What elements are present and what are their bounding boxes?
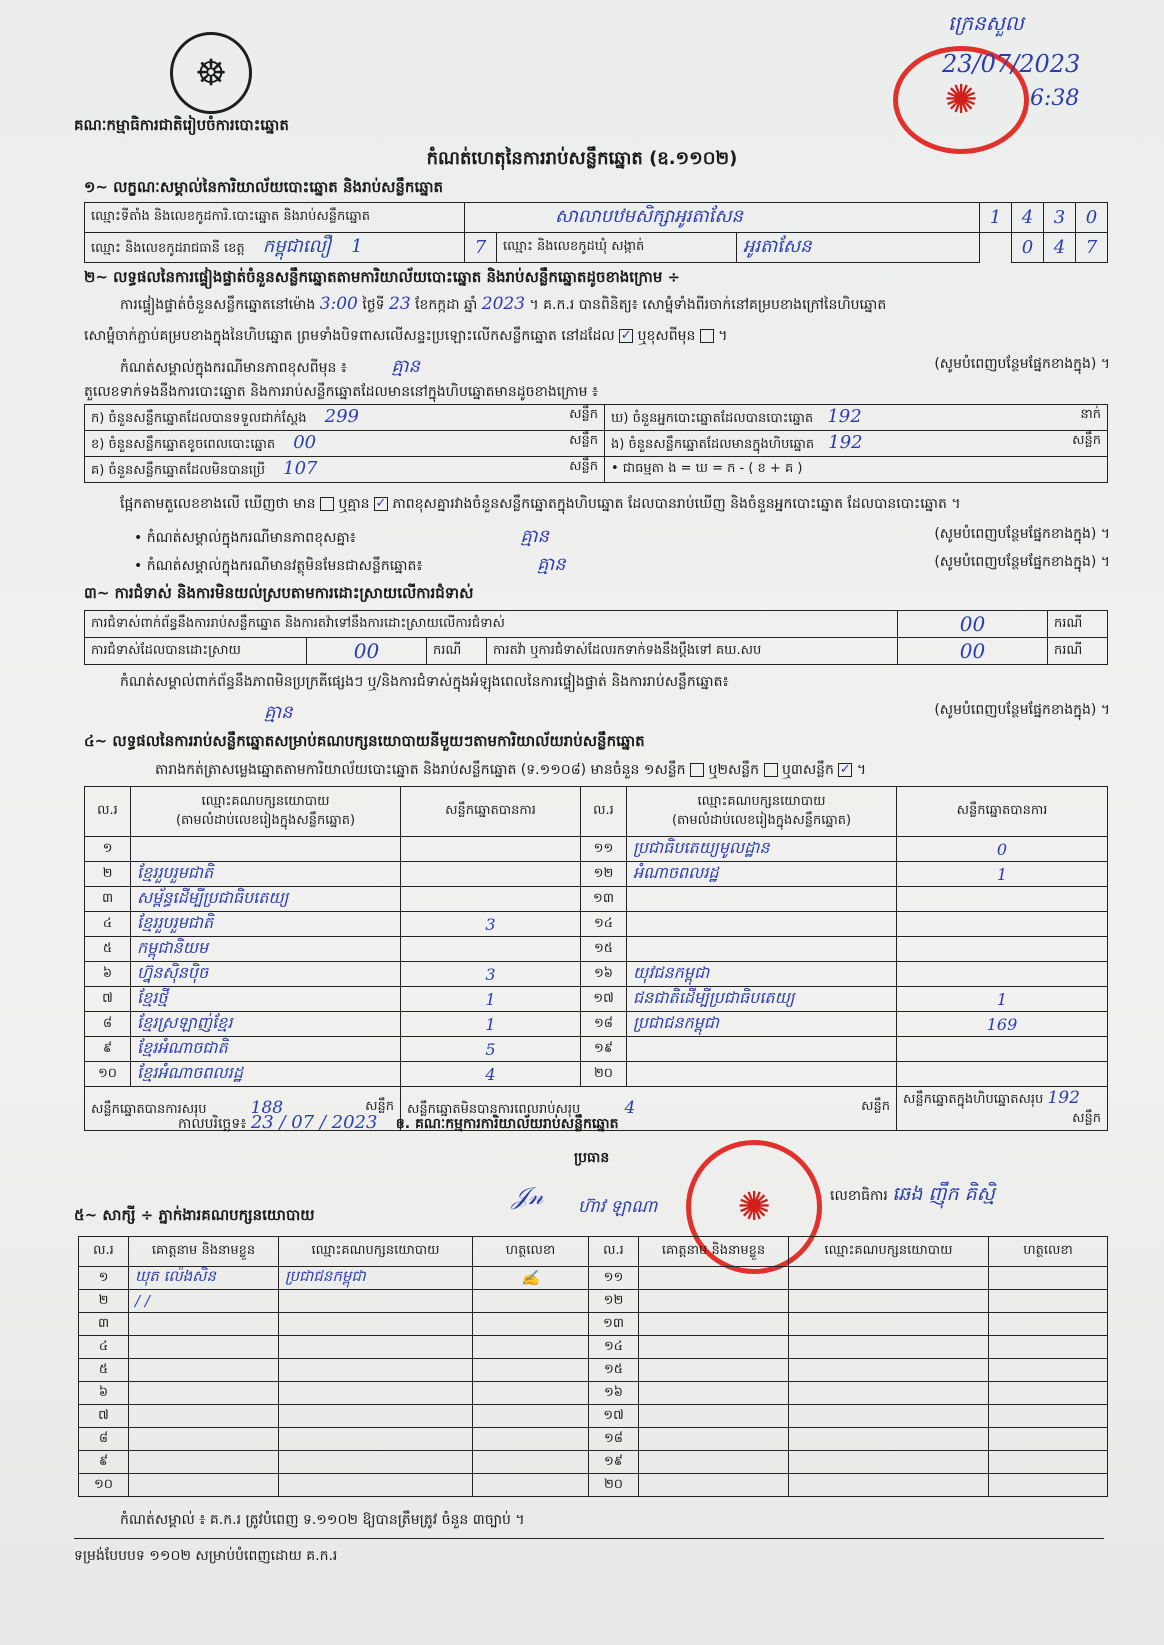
province-label: ឈ្មោះ និងលេខកូដរាជធានី ខេត្ត កម្ពុជាលឿ 1 — [85, 233, 465, 263]
ballot-received-row: ក) ចំនួនសន្លឹកឆ្នោតដែលបានទទួលជាក់ស្តែង 299 សន្លឹក — [85, 405, 605, 431]
ballot-box-total: សន្លឹកឆ្នោតក្នុងហិបឆ្នោតសរុប 192 សន្លឹក — [897, 1087, 1108, 1131]
witness-party — [789, 1428, 989, 1451]
table-row — [85, 1037, 1108, 1062]
witness-signature — [989, 1451, 1108, 1474]
witness-name — [129, 1428, 279, 1451]
witness-party — [279, 1405, 473, 1428]
witness-name — [639, 1474, 789, 1497]
province-code-digit: 7 — [465, 233, 497, 263]
witness-party — [789, 1405, 989, 1428]
party-votes: 0 — [897, 837, 1108, 862]
signing-date: កាលបរិច្ឆេទ៖ 23 / 07 / 2023 ឲ. គណៈកម្មការការិយាល័យរាប់សន្លឹកឆ្នោត — [178, 1112, 619, 1133]
row-number: ៤ — [79, 1336, 129, 1359]
party-votes — [897, 1062, 1108, 1087]
witness-party — [279, 1451, 473, 1474]
objections-label: ការជំទាស់ពាក់ព័ន្ធនឹងការរាប់សន្លឹកឆ្នោត និងការតវ៉ាទៅនឹងការដោះស្រាយលើការជំទាស់ — [85, 611, 898, 638]
tally-sheet-count: តារាងកត់ត្រាសម្លេងឆ្នោតតាមការិយាល័យបោះឆ្នោត និងរាប់សន្លឹកឆ្នោត (ទ.១១០៨) មានចំនួន ១សន្លឹក ឬ២សន្លឹក ឬ៣សន្លឹក ✓ ។ — [155, 762, 867, 778]
row-number: ១៨ — [581, 1012, 627, 1037]
complaints-count: 00 — [898, 638, 1048, 665]
commune-name: អូរតាសែន — [737, 233, 980, 263]
table-row — [79, 1451, 1108, 1474]
witness-signature — [473, 1474, 589, 1497]
party-votes: 169 — [897, 1012, 1108, 1037]
invalid-ballots-total: សន្លឹកឆ្នោតមិនបានការពេលរាប់សរុប 4 សន្លឹក — [401, 1087, 897, 1131]
witness-party — [789, 1382, 989, 1405]
chair-label: ប្រធាន — [574, 1150, 610, 1166]
witness-party — [279, 1336, 473, 1359]
table-row — [79, 1313, 1108, 1336]
party-name: ប្រជាធិបតេយ្យមូលដ្ឋាន — [627, 837, 897, 862]
row-number: ៦ — [85, 962, 131, 987]
witness-party — [789, 1290, 989, 1313]
witness-name — [639, 1313, 789, 1336]
voters-voted-row: ឃ) ចំនួនអ្នកបោះឆ្នោតដែលបានបោះឆ្នោត 192 នាក់ — [605, 405, 1108, 431]
row-number: ១១ — [589, 1267, 639, 1290]
party-votes: 3 — [401, 912, 581, 937]
station-code-digit: 4 — [1012, 203, 1044, 233]
witness-signature — [989, 1313, 1108, 1336]
no-difference-checkbox[interactable]: ✓ — [375, 496, 387, 511]
witness-party — [789, 1313, 989, 1336]
irregularity-note: គ្មាន (សូមបំពេញបន្ថែមផ្នែកខាងក្នុង) ។ — [264, 702, 1110, 723]
one-sheet-checkbox[interactable] — [690, 763, 704, 777]
party-votes: 4 — [401, 1062, 581, 1087]
objections-table: ការជំទាស់ពាក់ព័ន្ធនឹងការរាប់សន្លឹកឆ្នោត និងការតវ៉ាទៅនឹងការដោះស្រាយលើការជំទាស់ 00 ករណី ការជំទាស់ដែលបានដោះស្រាយ 00 ករណី ការតវ៉ា ឬការជំទាស់ដែលរកទាក់ទងនឹងប្តឹងទៅ គឃ.សប 00 ករណី — [84, 610, 1108, 665]
witness-name: / / — [129, 1290, 279, 1313]
commune-code-digit: 0 — [1012, 233, 1044, 263]
party-name — [131, 837, 401, 862]
row-number: ១៣ — [589, 1313, 639, 1336]
witness-name — [129, 1405, 279, 1428]
party-votes — [897, 887, 1108, 912]
party-name: ខ្មែរអំណាចពលរដ្ឋ — [131, 1062, 401, 1087]
party-name — [627, 912, 897, 937]
polling-station-label: ឈ្មោះទីតាំង និងលេខកូដការិ.បោះឆ្នោត និងរាប់សន្លឹកឆ្នោត — [85, 203, 465, 233]
witness-name — [639, 1290, 789, 1313]
chair-signature-icon: 𝒥𝓃 — [512, 1182, 544, 1210]
valid-ballots-total: សន្លឹកឆ្នោតបានការសរុប 188 សន្លឹក — [85, 1087, 401, 1131]
witness-party: ប្រជាជនកម្ពុជា — [279, 1267, 473, 1290]
resolved-count: 00 — [307, 638, 427, 665]
row-number: ៨ — [79, 1428, 129, 1451]
witness-name — [639, 1336, 789, 1359]
row-number: ១៩ — [581, 1037, 627, 1062]
section2-heading: ២~ លទ្ធផលនៃការផ្ទៀងផ្ទាត់ចំនួនសន្លឹកឆ្នោតតាមការិយាល័យបោះឆ្នោត និងរាប់សន្លឹកឆ្នោតដូចខាងក្រោម ÷ — [84, 268, 681, 286]
party-votes: 1 — [897, 987, 1108, 1012]
party-votes: 1 — [897, 862, 1108, 887]
party-votes — [897, 962, 1108, 987]
witness-signature — [473, 1336, 589, 1359]
party-name: ខ្មែររួបរួមជាតិ — [131, 862, 401, 887]
party-votes — [897, 937, 1108, 962]
secretary: លេខាធិការ ឆេង ញ៉ឹក គិស្មិ — [830, 1183, 995, 1205]
resolved-label: ការជំទាស់ដែលបានដោះស្រាយ — [85, 638, 307, 665]
party-votes — [401, 837, 581, 862]
official-stamp-icon: ✺ — [893, 46, 1029, 154]
verification-paragraph: ការផ្ទៀងផ្ទាត់ចំនួនសន្លឹកឆ្នោតនៅម៉ោង 3:00 ថ្ងៃទី 23 ខែកក្កដា ឆ្នាំ 2023 ។ គ.ក.រ បានពិនិត្យ៖ សោម្ល៉ុំទាំងពីរចាក់នៅគម្របខាងក្រៅនៃហិបឆ្នោត — [120, 294, 887, 314]
party-name — [627, 1037, 897, 1062]
row-number: ៩ — [79, 1451, 129, 1474]
witness-party — [279, 1290, 473, 1313]
row-number: ១០ — [85, 1062, 131, 1087]
table-row — [85, 887, 1108, 912]
row-number: ១០ — [79, 1474, 129, 1497]
table-row — [79, 1382, 1108, 1405]
table-row — [85, 1062, 1108, 1087]
organization-name: គណៈកម្មាធិការជាតិរៀបចំការបោះឆ្នោត — [74, 116, 289, 134]
row-number: ៥ — [85, 937, 131, 962]
witness-party — [789, 1267, 989, 1290]
closing-note: កំណត់សម្គាល់ ៖ គ.ក.រ ត្រូវបំពេញ ទ.១១០២ ឱ្យបានត្រឹមត្រូវ ចំនួន ៣ច្បាប់ ។ — [120, 1512, 525, 1528]
party-name: យុវជនកម្ពុជា — [627, 962, 897, 987]
figures-intro: តួលេខទាក់ទងនឹងការបោះឆ្នោត និងការរាប់សន្លឹកឆ្នោតដែលមាននៅក្នុងហិបឆ្នោតមានដូចខាងក្រោម ៖ — [84, 384, 599, 400]
table-row — [79, 1405, 1108, 1428]
row-number: ៥ — [79, 1359, 129, 1382]
station-code-digit: 0 — [1076, 203, 1108, 233]
chair-name: ហ៊ាវ ឡាណា — [578, 1197, 658, 1217]
row-number: ១៦ — [589, 1382, 639, 1405]
witness-party — [279, 1474, 473, 1497]
two-sheet-checkbox[interactable] — [764, 763, 778, 777]
witness-signature — [989, 1382, 1108, 1405]
witness-name — [129, 1313, 279, 1336]
party-name — [627, 937, 897, 962]
party-votes — [897, 1037, 1108, 1062]
ballot-figures-table — [84, 404, 1108, 483]
party-name: ខ្មែរថ្មី — [131, 987, 401, 1012]
row-number: ៧ — [85, 987, 131, 1012]
row-number: ៣ — [85, 887, 131, 912]
royal-emblem-icon: ☸ — [170, 32, 252, 114]
row-number: ២ — [85, 862, 131, 887]
witness-name — [129, 1382, 279, 1405]
witness-signature — [473, 1290, 589, 1313]
discrepancy-note: កំណត់សម្គាល់ក្នុងករណីមានភាពខុសពីមុន ៖ គ្មាន (សូមបំពេញបន្ថែមផ្នែកខាងក្នុង) ។ — [120, 356, 1110, 377]
witness-signature — [989, 1405, 1108, 1428]
row-number: ២០ — [589, 1474, 639, 1497]
section1-heading: ១~ លក្ខណៈសម្គាល់នៃការិយាល័យបោះឆ្នោត និងរាប់សន្លឹកឆ្នោត — [84, 178, 444, 196]
table-row — [85, 837, 1108, 862]
witness-name — [129, 1336, 279, 1359]
party-name — [627, 1062, 897, 1087]
polling-station-name: សាលាបឋមសិក្សាអូរតាសែន — [465, 203, 980, 233]
section3-heading: ៣~ ការជំទាស់ និងការមិនយល់ស្របតាមការដោះស្រាយលើការជំទាស់ — [84, 584, 474, 602]
party-votes: 1 — [401, 987, 581, 1012]
seal-paragraph: សោម្ល៉ុំចាក់ភ្ជាប់គម្របខាងក្នុងនៃហិបឆ្នោត ព្រមទាំងបិទពាសលើសន្ទះប្រឡោះលើកសន្លឹកឆ្នោត នៅដដែល ✓ ឬខុសពីមុន ។ — [84, 328, 728, 344]
row-number: ១៩ — [589, 1451, 639, 1474]
ballots-in-box-row: ង) ចំនួនសន្លឹកឆ្នោតដែលមានក្នុងហិបឆ្នោត 192 សន្លឹក — [605, 431, 1108, 457]
irregularity-note-label: កំណត់សម្គាល់ពាក់ព័ន្ធនឹងភាពមិនប្រក្រតីផ្សេងៗ ឬ/និងការជំទាស់ក្នុងអំឡុងពេលនៃការផ្ទៀងផ្ទាត់ និងការរាប់សន្លឹកឆ្នោត៖ — [120, 674, 729, 690]
witness-party — [279, 1313, 473, 1336]
party-votes — [897, 912, 1108, 937]
table-row — [85, 1012, 1108, 1037]
row-number: ៤ — [85, 912, 131, 937]
party-votes: 3 — [401, 962, 581, 987]
witness-signature — [473, 1359, 589, 1382]
handwritten-note: ក្រេនសួល — [948, 11, 1024, 35]
witness-name — [639, 1382, 789, 1405]
difference-note: • កំណត់សម្គាល់ក្នុងករណីមានភាពខុសគ្នា៖ គ្មាន (សូមបំពេញបន្ថែមផ្នែកខាងក្នុង) ។ — [134, 526, 1110, 547]
station-code-digit: 1 — [980, 203, 1012, 233]
unused-ballots-row: គ) ចំនួនសន្លឹកឆ្នោតដែលមិនបានប្រើ 107 សន្លឹក — [85, 457, 605, 483]
party-name: ប្រជាជនកម្ពុជា — [627, 1012, 897, 1037]
witness-signature — [989, 1267, 1108, 1290]
witness-signature — [473, 1428, 589, 1451]
party-votes — [401, 887, 581, 912]
witness-party — [789, 1336, 989, 1359]
row-number: ១៧ — [589, 1405, 639, 1428]
witness-party — [789, 1451, 989, 1474]
table-row — [85, 912, 1108, 937]
party-results-table: ល.រ ឈ្មោះគណបក្សនយោបាយ (តាមលំដាប់លេខរៀងក្នុងសន្លឹកឆ្នោត) សន្លឹកឆ្នោតបានការ ល.រ ឈ្មោះគណបក្សនយោបាយ (តាមលំដាប់លេខរៀងក្នុងសន្លឹកឆ្នោត) សន្លឹកឆ្នោតបានការ ១ ១១ ប្រជាធិបតេយ្យមូលដ្ឋាន 0 ២ ខ្មែររួបរួមជាតិ ១២ អំណាចពលរដ្ឋ 1 ៣ សម្ព័ន្ធដើម្បីប្រជាធិបតេយ្យ ១៣ ៤ ខ្មែររួបរួមជាតិ 3 ១៤ ៥ កម្ពុជានិយម ១៥ ៦ ហ្វ៊ុនស៊ិនប៉ិច 3 ១៦ យុវជនកម្ពុជា ៧ ខ្មែរថ្មី 1 ១៧ ជនជាតិដើម្បីប្រជាធិបតេយ្យ 1 ៨ ខ្មែរស្រឡាញ់ខ្មែរ 1 ១៨ ប្រជាជនកម្ពុជា 169 ៩ ខ្មែរអំណាចជាតិ 5 ១៩ ១០ ខ្មែរអំណាចពលរដ្ឋ 4 ២០ សន្លឹកឆ្នោតបានការសរុប 188 សន្លឹក សន្លឹកឆ្នោតមិនបានការពេលរាប់សរុប 4 សន្លឹក សន្លឹកឆ្នោតក្នុងហិបឆ្នោតសរុប 192 សន្លឹក — [84, 786, 1108, 1131]
station-code-digit: 3 — [1044, 203, 1076, 233]
document-title: កំណត់ហេតុនៃការរាប់សន្លឹកឆ្នោត (ឧ.១១០២) — [426, 148, 738, 169]
witness-party — [279, 1428, 473, 1451]
party-votes: 5 — [401, 1037, 581, 1062]
party-name: កម្ពុជានិយម — [131, 937, 401, 962]
party-name: អំណាចពលរដ្ឋ — [627, 862, 897, 887]
table-row — [79, 1359, 1108, 1382]
complaints-label: ការតវ៉ា ឬការជំទាស់ដែលរកទាក់ទងនឹងប្តឹងទៅ គឃ.សប — [487, 638, 898, 665]
row-number: ១៣ — [581, 887, 627, 912]
party-name — [627, 887, 897, 912]
row-number: ១២ — [589, 1290, 639, 1313]
table-row — [85, 937, 1108, 962]
footer-divider — [74, 1538, 1104, 1539]
row-number: ១១ — [581, 837, 627, 862]
table-row — [85, 987, 1108, 1012]
foreign-object-note: • កំណត់សម្គាល់ក្នុងករណីមានវត្ថុមិនមែនជាសន្លឹកឆ្នោត៖ គ្មាន (សូមបំពេញបន្ថែមផ្នែកខាងក្នុង) ។ — [134, 554, 1110, 575]
table-row — [85, 862, 1108, 887]
witness-signature — [989, 1428, 1108, 1451]
difference-paragraph: ផ្អែកតាមតួលេខខាងលើ ឃើញថា មាន ឬគ្មាន ✓ ភាពខុសគ្នារវាងចំនួនសន្លឹកឆ្នោតក្នុងហិបឆ្នោត ដែលបានរាប់ឃើញ និងចំនួនអ្នកបោះឆ្នោត ដែលបានបោះឆ្នោត ។ — [120, 496, 961, 512]
witness-party — [279, 1359, 473, 1382]
row-number: ២០ — [581, 1062, 627, 1087]
row-number: ១ — [79, 1267, 129, 1290]
section4-heading: ៤~ លទ្ធផលនៃការរាប់សន្លឹកឆ្នោតសម្រាប់គណបក្សនយោបាយនីមួយៗតាមការិយាល័យរាប់សន្លឹកឆ្នោត — [84, 732, 645, 750]
witness-name — [639, 1359, 789, 1382]
table-row — [79, 1428, 1108, 1451]
commune-code-digit: 7 — [1076, 233, 1108, 263]
commune-code-digit: 4 — [1044, 233, 1076, 263]
party-votes — [401, 937, 581, 962]
commune-label: ឈ្មោះ និងលេខកូដឃុំ សង្កាត់ — [497, 233, 737, 263]
witness-name — [129, 1359, 279, 1382]
row-number: ១៤ — [581, 912, 627, 937]
witness-signature — [473, 1405, 589, 1428]
table-row — [79, 1290, 1108, 1313]
row-number: ១៧ — [581, 987, 627, 1012]
objections-count: 00 — [898, 611, 1048, 638]
row-number: ១៥ — [589, 1359, 639, 1382]
witness-signature — [989, 1290, 1108, 1313]
witness-party — [789, 1359, 989, 1382]
witness-party — [279, 1382, 473, 1405]
party-name: ខ្មែរអំណាចជាតិ — [131, 1037, 401, 1062]
witness-party — [789, 1474, 989, 1497]
row-number: ៣ — [79, 1313, 129, 1336]
witness-name — [129, 1474, 279, 1497]
row-number: ៨ — [85, 1012, 131, 1037]
witness-table: ល.រ គោត្តនាម និងនាមខ្លួន ឈ្មោះគណបក្សនយោបាយ ហត្ថលេខា ល.រ គោត្តនាម និងនាមខ្លួន ឈ្មោះគណបក្សនយោបាយ ហត្ថលេខា ១ ឃុត ល៉េងសិន ប្រជាជនកម្ពុជា ✍ ១១ ២ / / ១២ ៣ ១៣ ៤ ១៤ ៥ ១៥ ៦ ១៦ ៧ ១៧ ៨ ១៨ ៩ ១៩ ១០ ២០ — [78, 1236, 1108, 1497]
row-number: ៧ — [79, 1405, 129, 1428]
witness-signature — [989, 1359, 1108, 1382]
handwritten-time: 6:38 — [1030, 86, 1080, 111]
spoiled-ballots-row: ខ) ចំនួនសន្លឹកឆ្នោតខូចពេលបោះឆ្នោត 00 សន្លឹក — [85, 431, 605, 457]
party-votes: 1 — [401, 1012, 581, 1037]
form-footer: ទម្រង់បែបបទ ១១០២ សម្រាប់បំពេញដោយ គ.ក.រ — [74, 1548, 338, 1564]
row-number: ២ — [79, 1290, 129, 1313]
witness-signature — [473, 1451, 589, 1474]
handwritten-date: 23/07/2023 — [942, 50, 1081, 78]
three-sheet-checkbox[interactable]: ✓ — [839, 762, 851, 777]
table-row — [79, 1336, 1108, 1359]
party-name: សម្ព័ន្ធដើម្បីប្រជាធិបតេយ្យ — [131, 887, 401, 912]
row-number: ១២ — [581, 862, 627, 887]
changed-checkbox[interactable] — [700, 329, 714, 343]
party-name: ហ្វ៊ុនស៊ិនប៉ិច — [131, 962, 401, 987]
row-number: ១៦ — [581, 962, 627, 987]
witness-name — [639, 1267, 789, 1290]
witness-name: ឃុត ល៉េងសិន — [129, 1267, 279, 1290]
witness-signature — [989, 1336, 1108, 1359]
section5-heading: ៥~ សាក្សី ÷ ភ្នាក់ងារគណបក្សនយោបាយ — [74, 1206, 315, 1224]
witness-signature — [989, 1474, 1108, 1497]
row-number: ១ — [85, 837, 131, 862]
row-number: ៩ — [85, 1037, 131, 1062]
table-row — [85, 962, 1108, 987]
party-name: ខ្មែរស្រឡាញ់ខ្មែរ — [131, 1012, 401, 1037]
witness-name — [129, 1451, 279, 1474]
party-name: ខ្មែររួបរួមជាតិ — [131, 912, 401, 937]
witness-signature: ✍ — [473, 1267, 589, 1290]
witness-name — [639, 1405, 789, 1428]
has-difference-checkbox[interactable] — [320, 497, 334, 511]
witness-signature — [473, 1313, 589, 1336]
unchanged-checkbox[interactable]: ✓ — [620, 328, 632, 343]
witness-name — [639, 1451, 789, 1474]
row-number: ១៤ — [589, 1336, 639, 1359]
table-row — [79, 1267, 1108, 1290]
witness-signature — [473, 1382, 589, 1405]
party-votes — [401, 862, 581, 887]
row-number: ១៥ — [581, 937, 627, 962]
row-number: ៦ — [79, 1382, 129, 1405]
witness-name — [639, 1428, 789, 1451]
row-number: ១៨ — [589, 1428, 639, 1451]
party-name: ជនជាតិដើម្បីប្រជាធិបតេយ្យ — [627, 987, 897, 1012]
table-row — [79, 1474, 1108, 1497]
section1-table — [84, 202, 1108, 263]
committee-stamp-icon: ✺ — [686, 1140, 822, 1274]
formula-row: • ជាធម្មតា ង = ឃ = ក - ( ខ + គ ) — [605, 457, 1108, 483]
